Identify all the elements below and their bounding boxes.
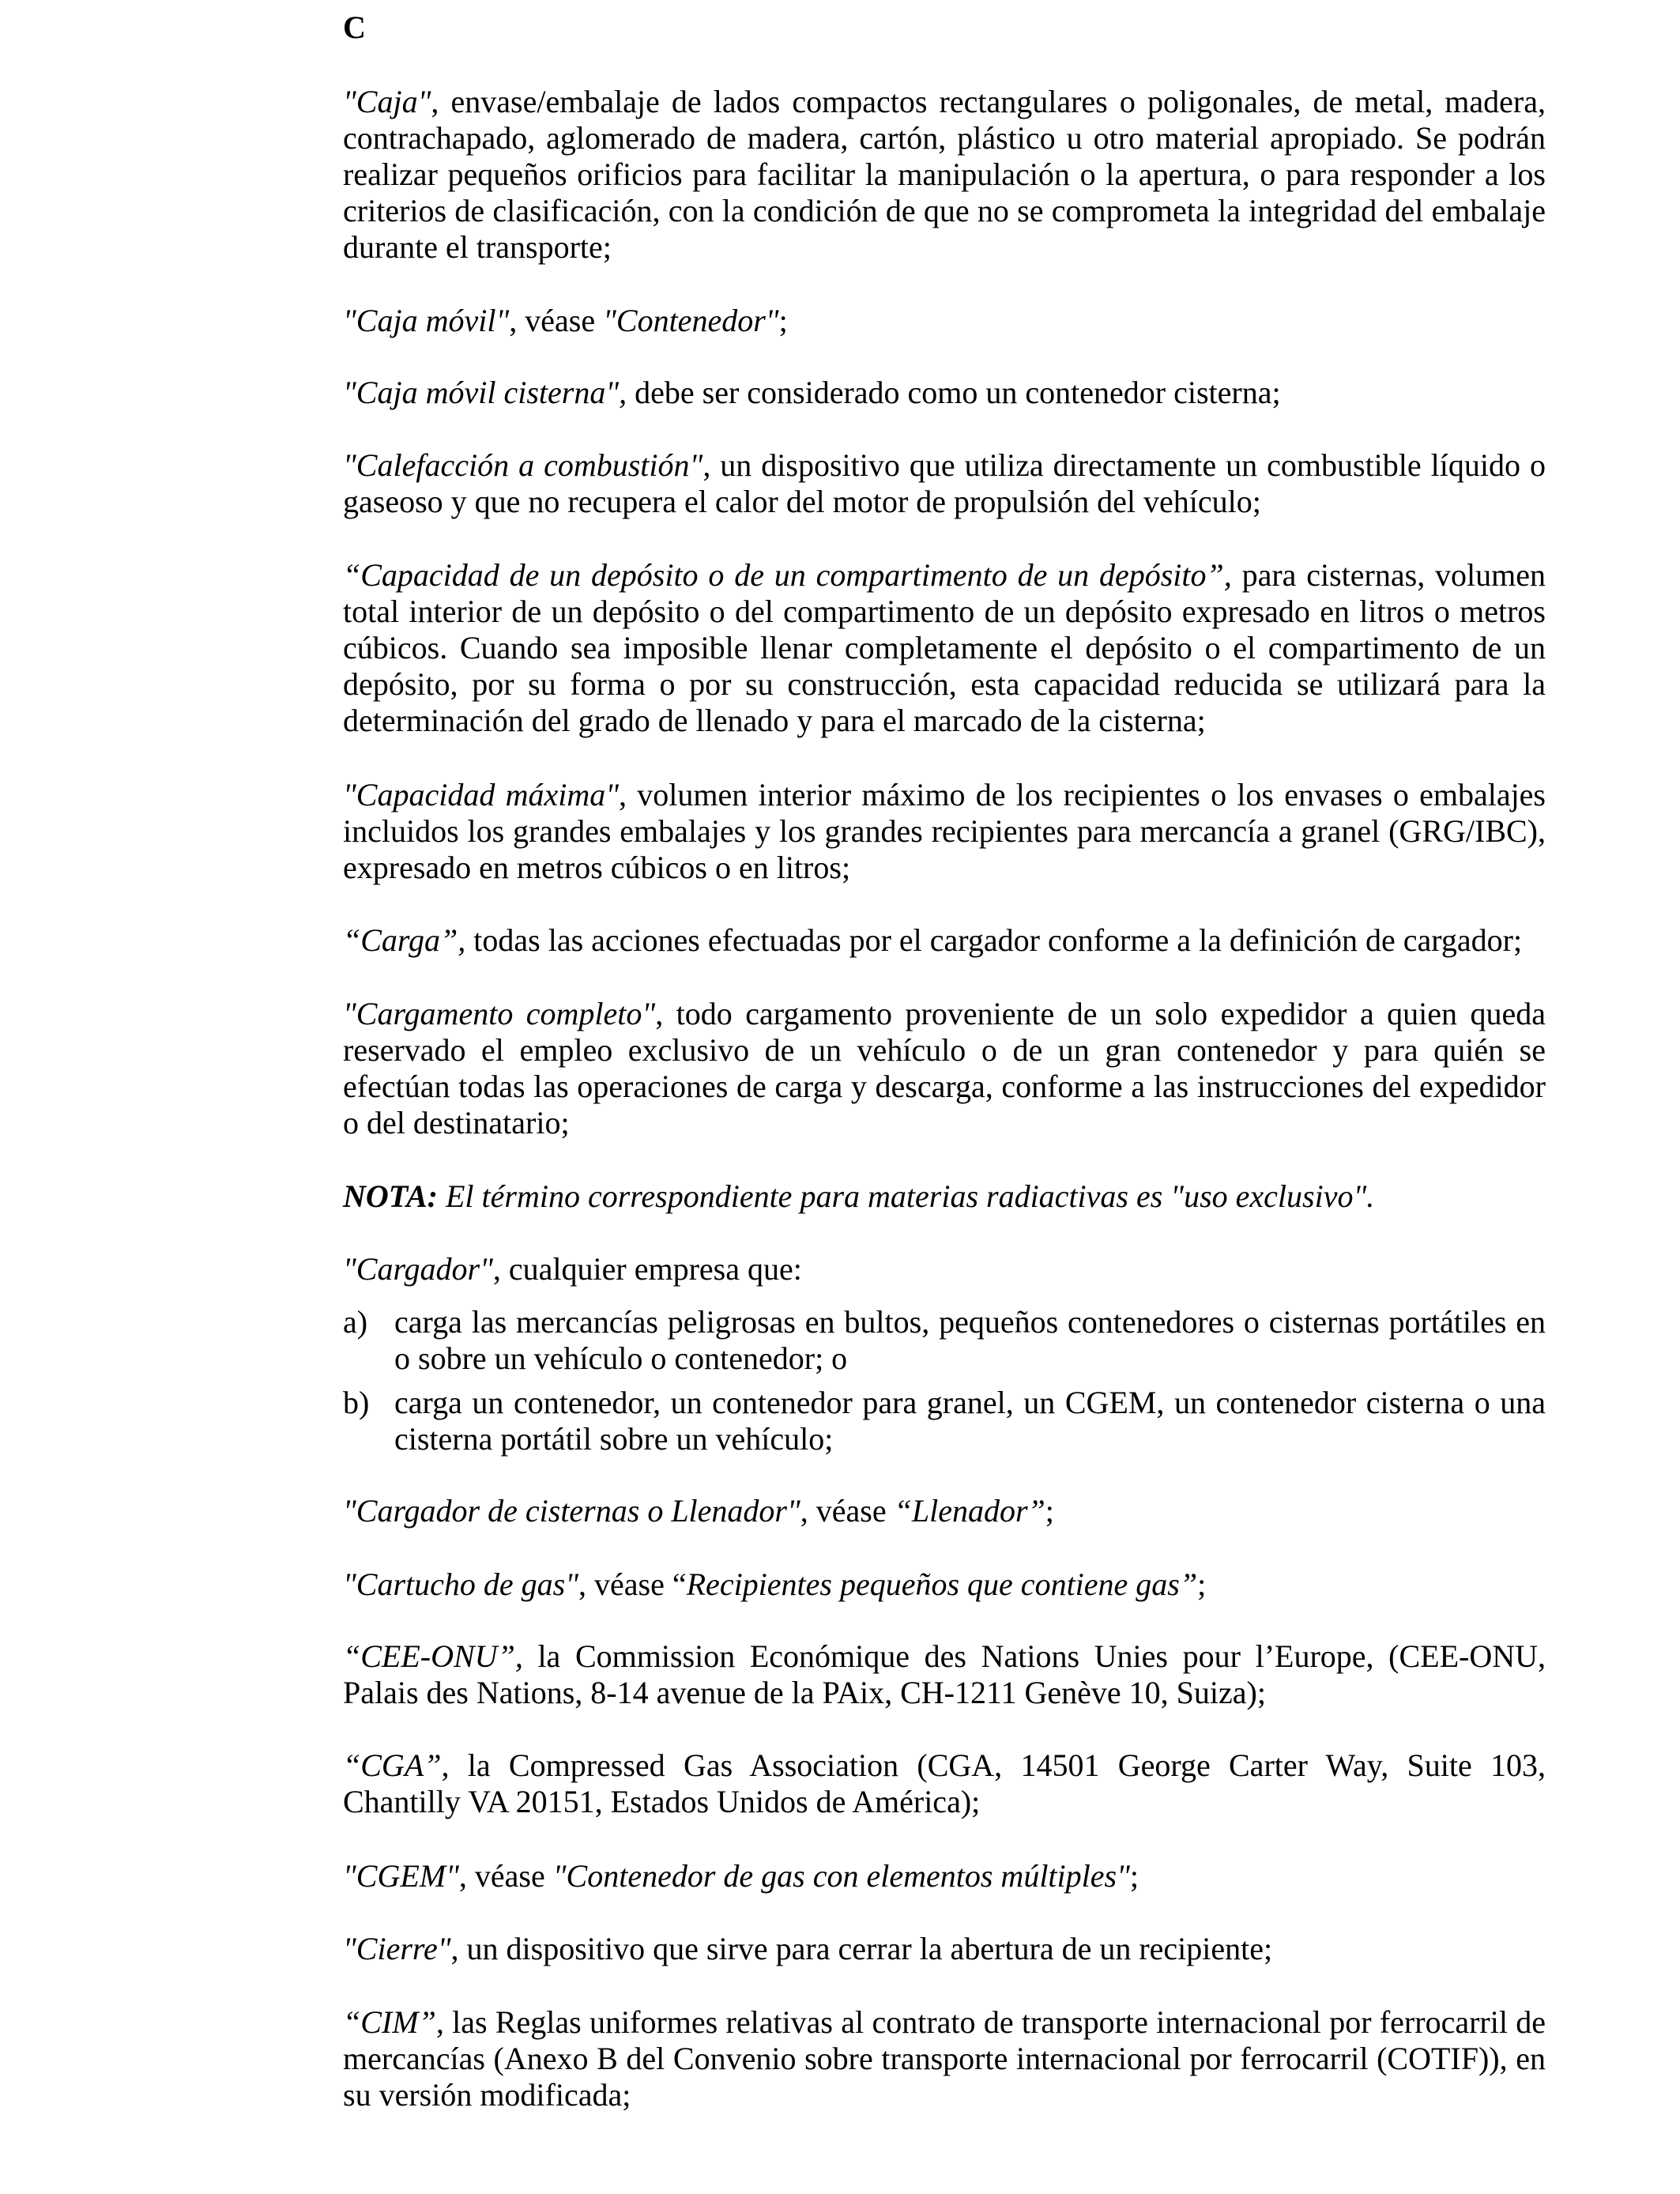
definition-text: , véase	[509, 303, 604, 338]
definition-calefaccion	[343, 447, 1546, 520]
definition-cgem	[343, 1858, 1546, 1894]
term-caja-movil: "Caja móvil"	[343, 303, 510, 338]
definition-cim	[343, 2004, 1546, 2113]
term-calefaccion: "Calefacción a combustión"	[343, 447, 703, 483]
definition-text: , véase	[458, 1858, 553, 1894]
definition-text: , envase/embalaje de lados compactos rectangulares o poligonales, de metal, madera, contrachapado, aglomerado de madera, cartón, plástico u otro material apropiado. Se podrán realizar pequeños orificios para facilitar la manipulación o la apertura, o para responder a los criterios de clasificación, con la condición de que no se comprometa la integridad del embalaje durante el transporte;	[343, 84, 1546, 265]
term-cargamento-completo: "Cargamento completo"	[343, 996, 656, 1031]
term-cargador-cisternas: "Cargador de cisternas o Llenador"	[343, 1493, 800, 1529]
definition-caja	[343, 84, 1546, 266]
term-cim: “CIM”	[343, 2004, 436, 2040]
definition-text: debe ser considerado como un contenedor cisterna;	[627, 375, 1281, 410]
definition-text: , véase “	[578, 1566, 687, 1602]
definition-cierre	[343, 1931, 1546, 1967]
definition-cartucho-gas	[343, 1566, 1546, 1603]
term-cierre: "Cierre"	[343, 1931, 451, 1966]
term-cee-onu: “CEE-ONU”,	[343, 1638, 523, 1674]
definition-text: , todo cargamento proveniente de un solo expedidor a quien queda reservado el empleo exclusivo de un vehículo o de un gran contenedor y para quién se efectúan todas las operaciones de carga y descarga, conforme a las instrucciones del expedidor o del destinatario;	[343, 996, 1546, 1140]
definition-capacidad-deposito	[343, 557, 1546, 739]
definition-carga	[343, 922, 1546, 959]
definition-text: , las Reglas uniformes relativas al contrato de transporte internacional por ferrocarril de mercancías (Anexo B del Convenio sobre transporte internacional por ferrocarril (COTIF)), en su versión modificada;	[343, 2004, 1546, 2113]
definition-text: , véase	[800, 1493, 895, 1529]
definition-text: , volumen interior máximo de los recipientes o los envases o embalajes incluidos los grandes embalajes y los grandes recipientes para mercancía a granel (GRG/IBC), expresado en metros cúbicos o en litros;	[343, 777, 1546, 885]
term-cgem: "CGEM"	[343, 1858, 459, 1894]
definition-cargador-cisternas	[343, 1493, 1546, 1529]
term-caja: "Caja"	[343, 84, 431, 119]
cross-reference: "Contenedor"	[603, 303, 779, 338]
term-caja-movil-cisterna: "Caja móvil cisterna",	[343, 375, 627, 410]
definition-text: ;	[1197, 1566, 1207, 1602]
definition-caja-movil	[343, 303, 1546, 339]
definition-cargador	[343, 1251, 1546, 1287]
list-item-letter: b)	[343, 1385, 370, 1420]
definition-text: ;	[1045, 1493, 1054, 1529]
term-capacidad-deposito: “Capacidad de un depósito o de un compartimento de un depósito”,	[343, 557, 1232, 593]
note-text: El término correspondiente para materias radiactivas es "uso exclusivo".	[438, 1178, 1375, 1214]
note-label: NOTA:	[343, 1178, 438, 1214]
definition-text: para cisternas, volumen total interior de un depósito o del compartimento de un depósito expresado en litros o metros cúbicos. Cuando sea imposible llenar completamente el depósito o el compartimento de un depósito, por su forma o por su construcción, esta capacidad reducida se utilizará para la determinación del grado de llenado y para el marcado de la cisterna;	[343, 557, 1546, 738]
definition-capacidad-maxima	[343, 777, 1546, 886]
list-item-text: carga un contenedor, un contenedor para granel, un CGEM, un contenedor cisterna o una cisterna portátil sobre un vehículo;	[394, 1385, 1546, 1457]
definition-text: , cualquier empresa que:	[492, 1251, 802, 1287]
definition-caja-movil-cisterna	[343, 375, 1546, 411]
definition-text: ;	[778, 303, 788, 338]
term-carga: “Carga”,	[343, 922, 466, 958]
term-cga: “CGA”	[343, 1747, 442, 1783]
list-item-text: carga las mercancías peligrosas en bultos, pequeños contenedores o cisternas portátiles en o sobre un vehículo o contenedor; o	[394, 1304, 1546, 1376]
cross-reference: "Contenedor de gas con elementos múltiples"	[552, 1858, 1130, 1894]
note	[343, 1178, 1546, 1215]
definition-text: , la Compressed Gas Association (CGA, 14501 George Carter Way, Suite 103, Chantilly VA 20151, Estados Unidos de América);	[343, 1747, 1546, 1819]
definition-cee-onu	[343, 1638, 1546, 1711]
definition-text: la Commission Económique des Nations Unies pour l’Europe, (CEE-ONU, Palais des Nations, 8-14 avenue de la PAix, CH-1211 Genève 10, Suiza);	[343, 1638, 1546, 1710]
definition-cargamento-completo	[343, 996, 1546, 1141]
definition-text: ;	[1129, 1858, 1139, 1894]
section-letter-heading: C	[343, 9, 366, 45]
definition-text: todas las acciones efectuadas por el cargador conforme a la definición de cargador;	[465, 922, 1523, 958]
term-cargador: "Cargador"	[343, 1251, 493, 1287]
definition-text: , un dispositivo que utiliza directamente un combustible líquido o gaseoso y que no recupera el calor del motor de propulsión del vehículo;	[343, 447, 1546, 519]
list-item-letter: a)	[343, 1304, 368, 1340]
term-capacidad-maxima: "Capacidad máxima"	[343, 777, 620, 812]
cross-reference: Recipientes pequeños que contiene gas”	[686, 1566, 1198, 1602]
term-cartucho-gas: "Cartucho de gas"	[343, 1566, 579, 1602]
definition-cga	[343, 1747, 1546, 1820]
cross-reference: “Llenador”	[894, 1493, 1045, 1529]
definition-text: , un dispositivo que sirve para cerrar la abertura de un recipiente;	[450, 1931, 1273, 1966]
